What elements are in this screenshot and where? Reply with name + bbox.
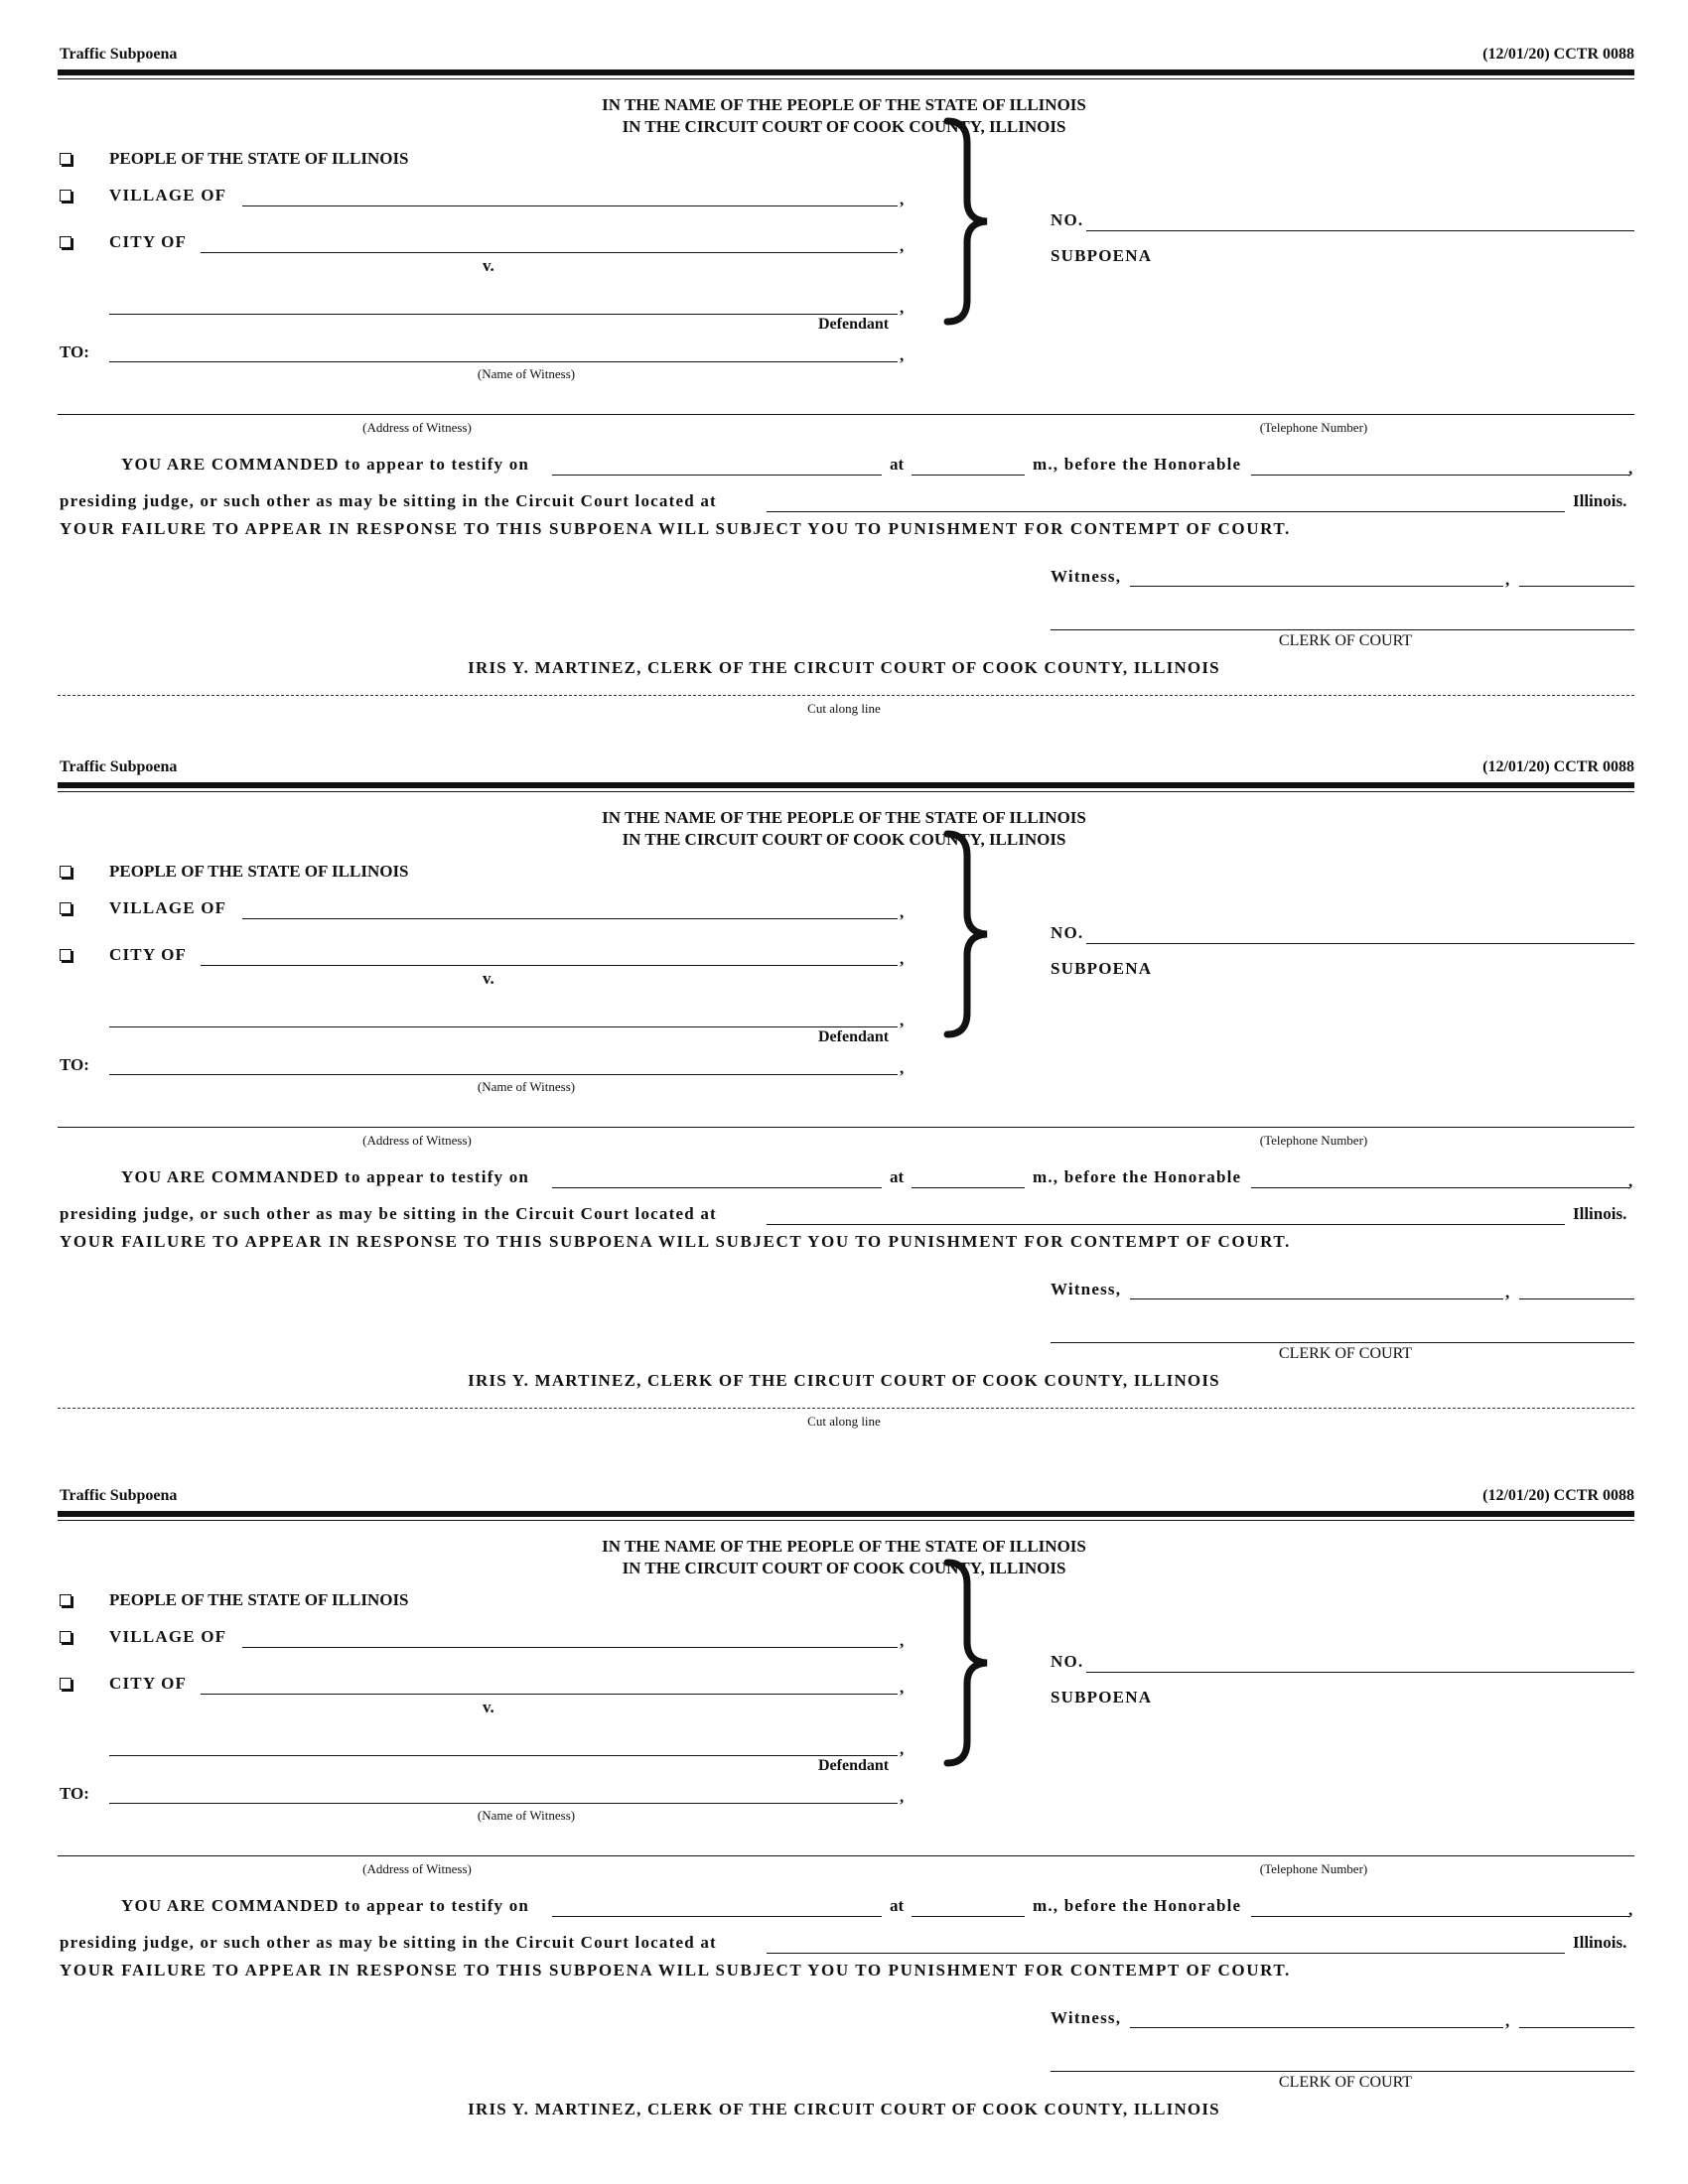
defendant-label: Defendant xyxy=(818,316,890,333)
village-name-field[interactable] xyxy=(242,205,898,206)
address-phone-field[interactable] xyxy=(58,1127,1634,1128)
comma: , xyxy=(1628,1171,1633,1190)
appearance-date-field[interactable] xyxy=(552,1187,882,1188)
checkbox-people[interactable] xyxy=(60,153,71,165)
option-city-label: CITY OF xyxy=(109,1674,188,1693)
form-title: Traffic Subpoena xyxy=(60,1487,178,1504)
checkbox-city[interactable] xyxy=(60,949,71,961)
cut-line xyxy=(58,1408,1634,1409)
address-of-witness-caption: (Address of Witness) xyxy=(362,420,472,435)
city-name-field[interactable] xyxy=(201,965,898,966)
warning-text: YOUR FAILURE TO APPEAR IN RESPONSE TO THIS SUBPOENA WILL SUBJECT YOU TO PUNISHMENT FOR CONTEMPT OF COURT. xyxy=(60,1961,1291,1979)
cut-along-line-caption: Cut along line xyxy=(807,701,881,716)
header-rule-thick xyxy=(58,69,1634,75)
comma: , xyxy=(900,190,905,208)
defendant-name-field[interactable] xyxy=(109,1026,898,1027)
clerk-signature-field[interactable] xyxy=(1051,1342,1634,1343)
at-label: at xyxy=(890,455,905,474)
heading-line-2: IN THE CIRCUIT COURT OF COOK COUNTY, ILLINOIS xyxy=(622,117,1066,136)
commanded-text: YOU ARE COMMANDED to appear to testify on xyxy=(121,455,530,474)
address-phone-field[interactable] xyxy=(58,414,1634,415)
heading-line-2: IN THE CIRCUIT COURT OF COOK COUNTY, ILLINOIS xyxy=(622,1559,1066,1577)
cut-line xyxy=(58,695,1634,696)
village-name-field[interactable] xyxy=(242,918,898,919)
comma: , xyxy=(900,1739,905,1758)
at-label: at xyxy=(890,1167,905,1186)
address-of-witness-caption: (Address of Witness) xyxy=(362,1861,472,1876)
witness-date-field[interactable] xyxy=(1519,1298,1634,1299)
comma: , xyxy=(1505,570,1510,589)
witness-name-field[interactable] xyxy=(109,1803,898,1804)
option-people-label: PEOPLE OF THE STATE OF ILLINOIS xyxy=(109,1590,409,1609)
clerk-of-court-caption: CLERK OF COURT xyxy=(1278,632,1413,649)
comma: , xyxy=(900,1058,905,1077)
comma: , xyxy=(1505,1283,1510,1301)
illinois-text: Illinois. xyxy=(1573,491,1627,510)
header-rule-thin xyxy=(58,791,1634,792)
judge-name-field[interactable] xyxy=(1251,1187,1630,1188)
commanded-text: YOU ARE COMMANDED to appear to testify on xyxy=(121,1167,530,1186)
appearance-time-field[interactable] xyxy=(912,1916,1025,1917)
defendant-label: Defendant xyxy=(818,1028,890,1045)
presiding-text: presiding judge, or such other as may be sitting in the Circuit Court located at xyxy=(60,1933,717,1952)
address-phone-field[interactable] xyxy=(58,1855,1634,1856)
subpoena-panel-1 xyxy=(0,0,1688,716)
option-people-label: PEOPLE OF THE STATE OF ILLINOIS xyxy=(109,862,409,881)
to-label: TO: xyxy=(60,1055,89,1074)
heading-line-2: IN THE CIRCUIT COURT OF COOK COUNTY, ILLINOIS xyxy=(622,830,1066,849)
checkbox-people[interactable] xyxy=(60,866,71,878)
comma: , xyxy=(1628,459,1633,478)
comma: , xyxy=(900,236,905,255)
header-rule-thin xyxy=(58,1520,1634,1521)
bracket-brace xyxy=(933,1559,993,1767)
telephone-number-caption: (Telephone Number) xyxy=(1259,1861,1368,1876)
commanded-text: YOU ARE COMMANDED to appear to testify on xyxy=(121,1896,530,1915)
name-of-witness-caption: (Name of Witness) xyxy=(477,366,576,381)
case-number-field[interactable] xyxy=(1086,230,1634,231)
before-honorable-text: m., before the Honorable xyxy=(1033,455,1242,474)
checkbox-city[interactable] xyxy=(60,236,71,248)
checkbox-people[interactable] xyxy=(60,1594,71,1606)
at-label: at xyxy=(890,1896,905,1915)
illinois-text: Illinois. xyxy=(1573,1204,1627,1223)
case-number-field[interactable] xyxy=(1086,1672,1634,1673)
telephone-number-caption: (Telephone Number) xyxy=(1259,420,1368,435)
comma: , xyxy=(900,1631,905,1650)
judge-name-field[interactable] xyxy=(1251,1916,1630,1917)
comma: , xyxy=(1628,1900,1633,1919)
subpoena-label: SUBPOENA xyxy=(1051,246,1153,265)
witness-label: Witness, xyxy=(1051,567,1122,586)
judge-name-field[interactable] xyxy=(1251,475,1630,476)
illinois-text: Illinois. xyxy=(1573,1933,1627,1952)
witness-label: Witness, xyxy=(1051,1280,1122,1298)
comma: , xyxy=(900,902,905,921)
case-number-field[interactable] xyxy=(1086,943,1634,944)
defendant-name-field[interactable] xyxy=(109,1755,898,1756)
checkbox-village[interactable] xyxy=(60,1631,71,1643)
address-of-witness-caption: (Address of Witness) xyxy=(362,1133,472,1148)
heading-line-1: IN THE NAME OF THE PEOPLE OF THE STATE OF ILLINOIS xyxy=(602,808,1086,827)
header-rule-thick xyxy=(58,1511,1634,1517)
name-of-witness-caption: (Name of Witness) xyxy=(477,1079,576,1094)
warning-text: YOUR FAILURE TO APPEAR IN RESPONSE TO THIS SUBPOENA WILL SUBJECT YOU TO PUNISHMENT FOR CONTEMPT OF COURT. xyxy=(60,519,1291,538)
witness-clerk-field[interactable] xyxy=(1130,586,1503,587)
comma: , xyxy=(900,345,905,364)
witness-name-field[interactable] xyxy=(109,361,898,362)
versus-label: v. xyxy=(483,969,494,988)
subpoena-panel-3 xyxy=(0,1441,1688,2136)
form-code: (12/01/20) CCTR 0088 xyxy=(1482,1487,1634,1504)
defendant-name-field[interactable] xyxy=(109,314,898,315)
comma: , xyxy=(900,1011,905,1029)
heading-line-1: IN THE NAME OF THE PEOPLE OF THE STATE OF ILLINOIS xyxy=(602,1537,1086,1556)
option-village-label: VILLAGE OF xyxy=(109,186,227,205)
heading-line-1: IN THE NAME OF THE PEOPLE OF THE STATE OF ILLINOIS xyxy=(602,95,1086,114)
form-code: (12/01/20) CCTR 0088 xyxy=(1482,46,1634,63)
versus-label: v. xyxy=(483,1698,494,1716)
to-label: TO: xyxy=(60,1784,89,1803)
appearance-date-field[interactable] xyxy=(552,475,882,476)
presiding-text: presiding judge, or such other as may be sitting in the Circuit Court located at xyxy=(60,1204,717,1223)
case-number-label: NO. xyxy=(1051,1652,1084,1671)
bracket-brace xyxy=(933,117,993,326)
header-rule-thin xyxy=(58,78,1634,79)
case-number-label: NO. xyxy=(1051,923,1084,942)
court-location-field[interactable] xyxy=(767,1953,1565,1954)
cut-along-line-caption: Cut along line xyxy=(807,1414,881,1429)
option-village-label: VILLAGE OF xyxy=(109,1627,227,1646)
option-people-label: PEOPLE OF THE STATE OF ILLINOIS xyxy=(109,149,409,168)
subpoena-label: SUBPOENA xyxy=(1051,1688,1153,1706)
comma: , xyxy=(1505,2011,1510,2030)
clerk-signature-field[interactable] xyxy=(1051,629,1634,630)
before-honorable-text: m., before the Honorable xyxy=(1033,1896,1242,1915)
name-of-witness-caption: (Name of Witness) xyxy=(477,1808,576,1823)
comma: , xyxy=(900,1787,905,1806)
court-location-field[interactable] xyxy=(767,1224,1565,1225)
versus-label: v. xyxy=(483,256,494,275)
village-name-field[interactable] xyxy=(242,1647,898,1648)
to-label: TO: xyxy=(60,342,89,361)
witness-date-field[interactable] xyxy=(1519,586,1634,587)
checkbox-village[interactable] xyxy=(60,190,71,202)
comma: , xyxy=(900,1678,905,1697)
clerk-name-text: IRIS Y. MARTINEZ, CLERK OF THE CIRCUIT COURT OF COOK COUNTY, ILLINOIS xyxy=(468,1371,1220,1390)
witness-label: Witness, xyxy=(1051,2008,1122,2027)
bracket-brace xyxy=(933,830,993,1038)
header-rule-thick xyxy=(58,782,1634,788)
case-number-label: NO. xyxy=(1051,210,1084,229)
defendant-label: Defendant xyxy=(818,1757,890,1774)
checkbox-city[interactable] xyxy=(60,1678,71,1690)
option-city-label: CITY OF xyxy=(109,945,188,964)
checkbox-village[interactable] xyxy=(60,902,71,914)
court-location-field[interactable] xyxy=(767,511,1565,512)
subpoena-label: SUBPOENA xyxy=(1051,959,1153,978)
telephone-number-caption: (Telephone Number) xyxy=(1259,1133,1368,1148)
city-name-field[interactable] xyxy=(201,252,898,253)
form-title: Traffic Subpoena xyxy=(60,758,178,775)
form-code: (12/01/20) CCTR 0088 xyxy=(1482,758,1634,775)
clerk-signature-field[interactable] xyxy=(1051,2071,1634,2072)
option-village-label: VILLAGE OF xyxy=(109,898,227,917)
option-city-label: CITY OF xyxy=(109,232,188,251)
witness-date-field[interactable] xyxy=(1519,2027,1634,2028)
before-honorable-text: m., before the Honorable xyxy=(1033,1167,1242,1186)
comma: , xyxy=(900,298,905,317)
presiding-text: presiding judge, or such other as may be sitting in the Circuit Court located at xyxy=(60,491,717,510)
clerk-name-text: IRIS Y. MARTINEZ, CLERK OF THE CIRCUIT COURT OF COOK COUNTY, ILLINOIS xyxy=(468,658,1220,677)
witness-clerk-field[interactable] xyxy=(1130,2027,1503,2028)
subpoena-panel-2 xyxy=(0,713,1688,1429)
appearance-time-field[interactable] xyxy=(912,475,1025,476)
form-title: Traffic Subpoena xyxy=(60,46,178,63)
clerk-of-court-caption: CLERK OF COURT xyxy=(1278,2074,1413,2091)
clerk-of-court-caption: CLERK OF COURT xyxy=(1278,1345,1413,1362)
witness-name-field[interactable] xyxy=(109,1074,898,1075)
city-name-field[interactable] xyxy=(201,1694,898,1695)
witness-clerk-field[interactable] xyxy=(1130,1298,1503,1299)
appearance-time-field[interactable] xyxy=(912,1187,1025,1188)
warning-text: YOUR FAILURE TO APPEAR IN RESPONSE TO THIS SUBPOENA WILL SUBJECT YOU TO PUNISHMENT FOR CONTEMPT OF COURT. xyxy=(60,1232,1291,1251)
clerk-name-text: IRIS Y. MARTINEZ, CLERK OF THE CIRCUIT COURT OF COOK COUNTY, ILLINOIS xyxy=(468,2100,1220,2118)
appearance-date-field[interactable] xyxy=(552,1916,882,1917)
comma: , xyxy=(900,949,905,968)
